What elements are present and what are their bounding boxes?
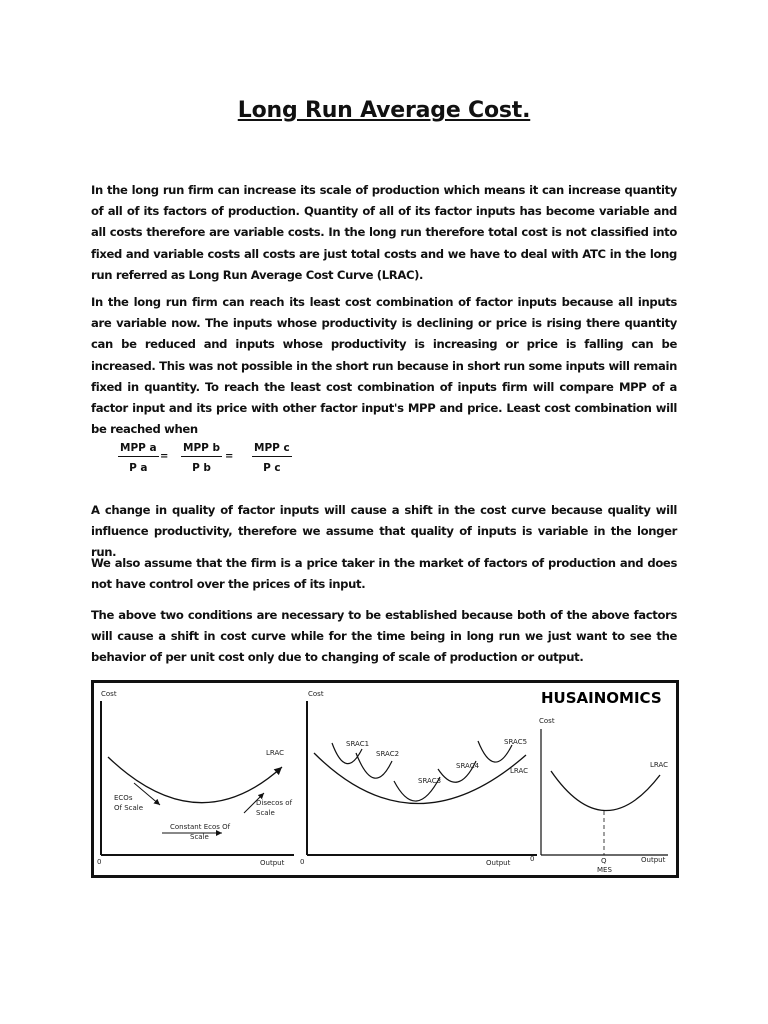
panel-3-ylabel: Cost [539, 717, 555, 725]
fraction-a-denominator: P a [129, 462, 148, 474]
panel-2-ylabel: Cost [308, 690, 324, 698]
least-cost-formula [118, 442, 298, 482]
constant-ecos-label-1: Constant Ecos Of [170, 823, 231, 831]
q-label: Q [601, 857, 607, 865]
fraction-c-numerator: MPP c [252, 442, 292, 457]
srac1-label: SRAC1 [346, 740, 370, 748]
fraction-c [252, 442, 292, 474]
panel-2-srac-envelope [300, 690, 537, 867]
page-title: Long Run Average Cost. [237, 98, 531, 123]
equals-sign-2: = [225, 451, 234, 462]
fraction-c-denominator: P c [263, 462, 281, 474]
panel-1-lrac-curve [108, 757, 282, 803]
srac5-label: SRAC5 [504, 738, 528, 746]
husainomics-logo-text: HUSAINOMICS [541, 689, 662, 707]
panel-1-lrac-economies [97, 690, 294, 867]
panel-2-xlabel: Output [486, 859, 511, 867]
paragraph-3: A change in quality of factor inputs will cause a shift in the cost curve because quality will influence productivity, therefore we assume that quality of inputs is variable in the longer run. [91, 503, 677, 560]
panel-3-mes [530, 717, 668, 874]
fraction-b-numerator: MPP b [181, 442, 222, 457]
panel-3-xlabel: Output [641, 856, 666, 864]
fraction-b [181, 442, 222, 474]
mes-label: MES [597, 866, 612, 874]
fraction-a-numerator: MPP a [118, 442, 159, 457]
paragraph-4: We also assume that the firm is a price taker in the market of factors of production and does not have control over the prices of its input. [91, 556, 677, 592]
panel-1-ylabel: Cost [101, 690, 117, 698]
ecos-label-2: Of Scale [114, 804, 144, 812]
panel-1-origin: 0 [97, 858, 102, 866]
constant-ecos-label-2: Scale [190, 833, 209, 841]
srac4-label: SRAC4 [456, 762, 480, 770]
panel-3-lrac-curve [551, 771, 660, 811]
paragraph-5: The above two conditions are necessary to be established because both of the above factors will cause a shift in cost curve while for the time being in long run we just want to see the behavior of per unit cost only due to changing of scale of production or output. [91, 608, 677, 665]
lrac-diagrams-figure [91, 680, 679, 878]
fraction-b-denominator: P b [192, 462, 211, 474]
disecos-label-2: Scale [256, 809, 275, 817]
equals-sign-1: = [160, 451, 169, 462]
paragraph-1: In the long run firm can increase its scale of production which means it can increase quantity of all of its factors of production. Quantity of all of its factor inputs has become variable and all costs therefore are variable costs. In the long run therefore total cost is not classified into fixed and variable costs all costs are just total costs and we have to deal with ATC in the long run referred as Long Run Average Cost Curve (LRAC). [91, 183, 677, 282]
disecos-label-1: Disecos of [256, 799, 293, 807]
panel-2-lrac-label: LRAC [510, 767, 529, 775]
panel-1-lrac-label: LRAC [266, 749, 285, 757]
ecos-label-1: ECOs [114, 794, 133, 802]
panel-2-origin: 0 [300, 858, 305, 866]
srac3-label: SRAC3 [418, 777, 442, 785]
paragraph-2: In the long run firm can reach its least cost combination of factor inputs because all inputs are variable now. The inputs whose productivity is declining or price is rising there quantity can be reduced and inputs whose productivity is increasing or price is falling can be increased. This was not possible in the short run because in short run some inputs will remain fixed in quantity. To reach the least cost combination of inputs firm will compare MPP of a factor input and its price with other factor input's MPP and price. Least cost combination will be reached when [91, 295, 677, 437]
fraction-a [118, 442, 159, 474]
panel-1-xlabel: Output [260, 859, 285, 867]
lrac-diagrams-svg [94, 683, 676, 875]
panel-3-lrac-label: LRAC [650, 761, 669, 769]
srac2-label: SRAC2 [376, 750, 400, 758]
panel-3-origin: 0 [530, 855, 535, 863]
